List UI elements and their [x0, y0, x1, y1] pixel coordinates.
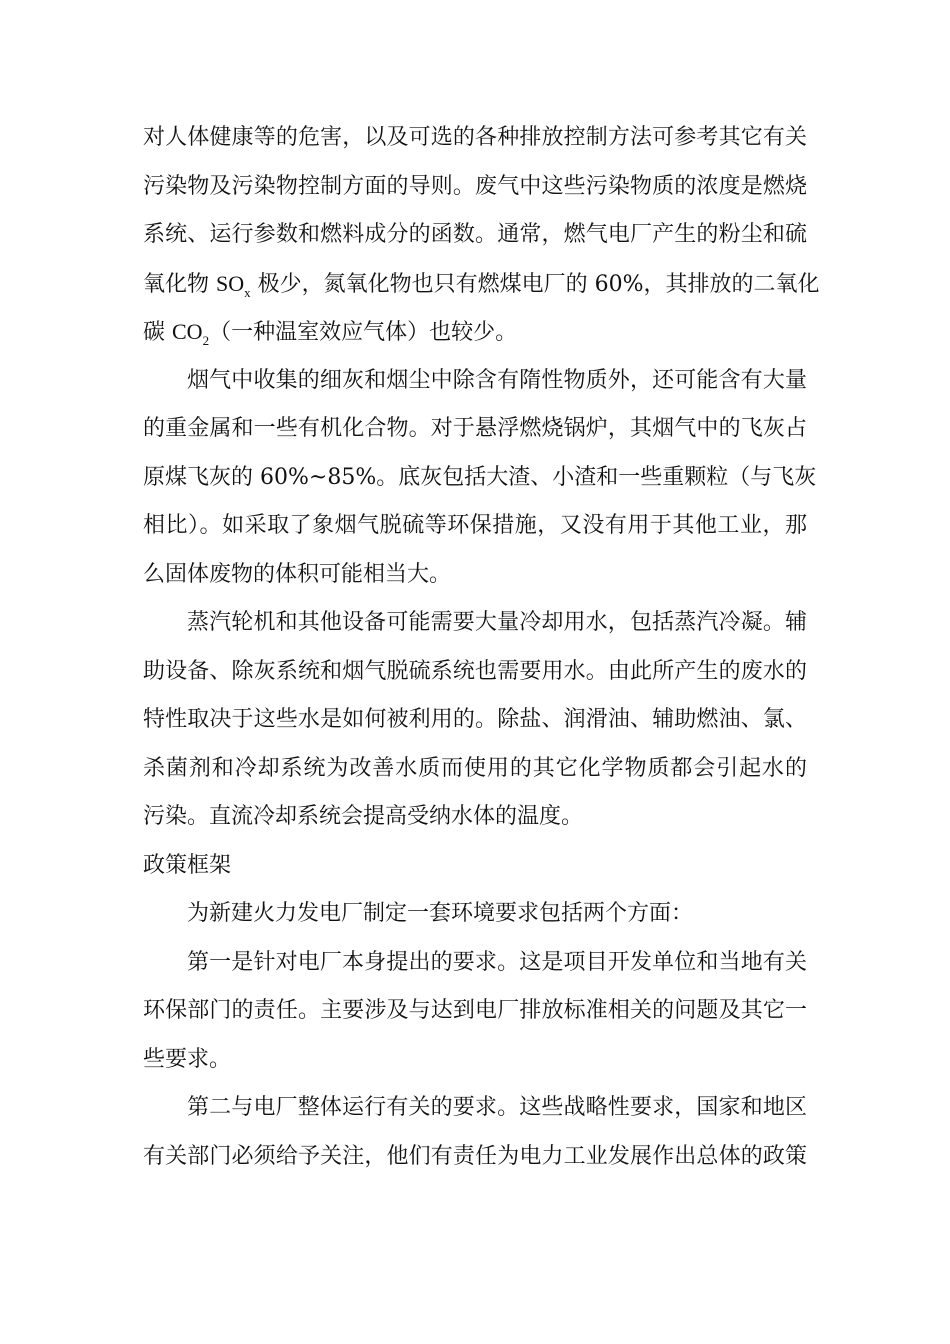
formula-base: CO: [172, 319, 203, 344]
paragraph-6-line-1: 第二与电厂整体运行有关的要求。这些战略性要求，国家和地区: [187, 1095, 807, 1120]
section-heading: 政策框架: [143, 852, 232, 878]
paragraph-6-line-2: 有关部门必须给予关注，他们有责任为电力工业发展作出总体的政策: [143, 1143, 807, 1169]
formula-subscript: x: [244, 284, 251, 300]
paragraph-3-line-3: 特性取决于这些水是如何被利用的。除盐、润滑油、辅助燃油、氯、: [143, 707, 807, 732]
text-span: 氧化物: [143, 271, 216, 297]
paragraph-1-line-2: 污染物及污染物控制方面的导则。废气中这些污染物质的浓度是燃烧: [143, 173, 807, 199]
paragraph-3-line-2: 助设备、除灰系统和烟气脱硫系统也需要用水。由此所产生的废水的: [143, 658, 807, 684]
paragraph-2-line-2: 的重金属和一些有机化合物。对于悬浮燃烧锅炉，其烟气中的飞灰占: [143, 416, 807, 441]
paragraph-4-line-1: 为新建火力发电厂制定一套环境要求包括两个方面：: [187, 901, 694, 926]
paragraph-2-line-5: 么固体废物的体积可能相当大。: [143, 561, 452, 587]
paragraph-2-line-3: 原煤飞灰的 60%~85%。底灰包括大渣、小渣和一些重颗粒（与飞灰: [143, 464, 817, 490]
paragraph-1-line-3: 系统、运行参数和燃料成分的函数。通常，燃气电厂产生的粉尘和硫: [143, 222, 807, 247]
paragraph-5-line-3: 些要求。: [143, 1046, 232, 1072]
sox-formula: [216, 270, 251, 300]
co2-formula: [172, 319, 210, 348]
text-span: 极少，氮氧化物也只有燃煤电厂的 60%，其排放的二氧化: [250, 271, 820, 297]
paragraph-5-line-2: 环保部门的责任。主要涉及与达到电厂排放标准相关的问题及其它一: [143, 998, 807, 1023]
paragraph-3-line-4: 杀菌剂和冷却系统为改善水质而使用的其它化学物质都会引起水的: [143, 755, 807, 781]
paragraph-3-line-5: 污染。直流冷却系统会提高受纳水体的温度。: [143, 804, 584, 829]
formula-base: SO: [216, 270, 245, 296]
paragraph-5-line-1: 第一是针对电厂本身提出的要求。这是项目开发单位和当地有关: [187, 949, 807, 975]
formula-subscript: 2: [202, 333, 210, 348]
text-span: （一种温室效应气体）也较少。: [209, 320, 518, 345]
paragraph-1-line-4: [143, 260, 820, 309]
document-body: [143, 114, 820, 1181]
paragraph-1-line-1: 对人体健康等的危害，以及可选的各种排放控制方法可参考其它有关: [143, 125, 807, 150]
paragraph-2-line-4: 相比）。如采取了象烟气脱硫等环保措施，又没有用于其他工业，那: [143, 513, 807, 538]
paragraph-2-line-1: 烟气中收集的细灰和烟尘中除含有隋性物质外，还可能含有大量: [187, 367, 807, 393]
paragraph-1-line-5: [143, 308, 807, 357]
paragraph-3-line-1: 蒸汽轮机和其他设备可能需要大量冷却用水，包括蒸汽冷凝。辅: [187, 610, 807, 635]
text-span: 碳: [143, 320, 172, 345]
